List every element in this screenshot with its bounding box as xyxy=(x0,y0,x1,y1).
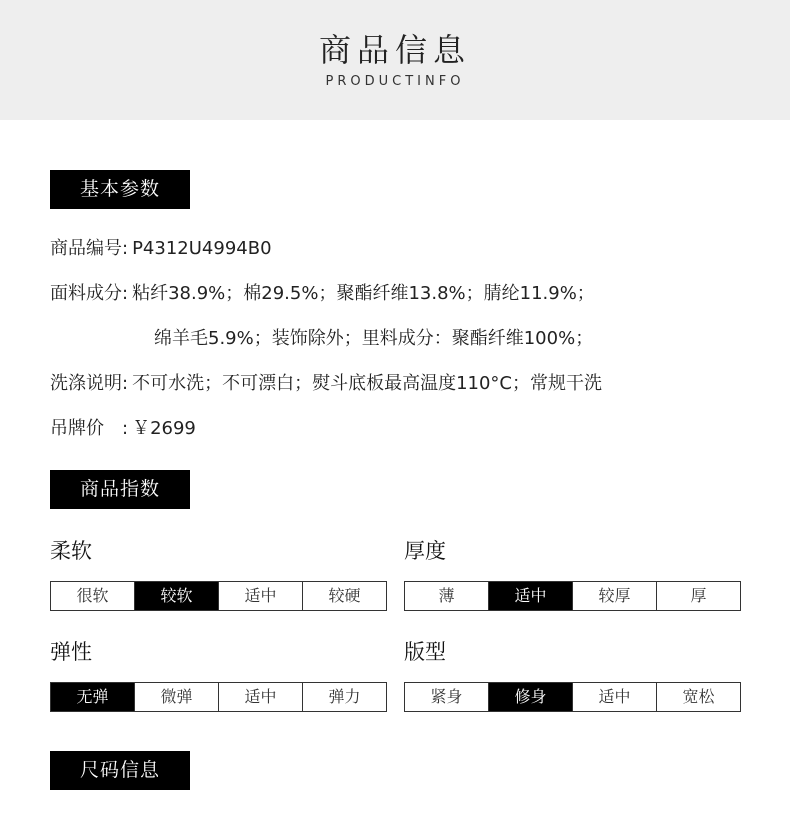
index-title-fit: 版型 xyxy=(404,640,446,664)
price-row xyxy=(50,417,196,441)
scale-softness xyxy=(50,581,387,611)
scale-option: 厚 xyxy=(690,586,707,605)
fabric-value-line1: 粘纤38.9%；棉29.5%；聚酯纤维13.8%；腈纶11.9%； xyxy=(132,283,595,304)
product-code-label: 商品编号: xyxy=(50,238,129,259)
page-header xyxy=(0,0,790,120)
scale-thickness xyxy=(404,581,741,611)
scale-fit xyxy=(404,682,741,712)
product-code-row xyxy=(50,237,272,261)
scale-option: 适中 xyxy=(573,683,657,711)
scale-option: 适中 xyxy=(219,582,303,610)
scale-option-selected: 较软 xyxy=(135,582,219,610)
scale-option: 薄 xyxy=(405,582,489,610)
section-basic-params: 基本参数 xyxy=(50,170,190,209)
price-label: 吊牌价 : xyxy=(50,418,129,439)
scale-option: 较硬 xyxy=(328,586,361,605)
index-title-thickness: 厚度 xyxy=(404,539,446,563)
scale-option: 宽松 xyxy=(682,687,715,706)
scale-option: 微弹 xyxy=(135,683,219,711)
scale-option: 很软 xyxy=(51,582,135,610)
scale-option: 较厚 xyxy=(573,582,657,610)
wash-row xyxy=(50,372,602,396)
section-product-index: 商品指数 xyxy=(50,470,190,509)
wash-value: 不可水洗；不可漂白；熨斗底板最高温度110°C；常规干洗 xyxy=(132,373,603,394)
fabric-value-line2: 绵羊毛5.9%；装饰除外；里料成分：聚酯纤维100%； xyxy=(154,328,594,349)
fabric-row xyxy=(50,282,595,306)
scale-option: 适中 xyxy=(219,683,303,711)
scale-option: 弹力 xyxy=(328,687,361,706)
scale-option: 紧身 xyxy=(405,683,489,711)
wash-label: 洗涤说明: xyxy=(50,373,129,394)
section-size-info: 尺码信息 xyxy=(50,751,190,790)
price-value: ￥2699 xyxy=(132,418,196,439)
fabric-label: 面料成分: xyxy=(50,283,129,304)
page-title: 商品信息 xyxy=(318,31,471,69)
scale-option-selected: 适中 xyxy=(489,582,573,610)
index-title-elasticity: 弹性 xyxy=(50,640,92,664)
scale-option-selected: 修身 xyxy=(489,683,573,711)
page-subtitle: PRODUCTINFO xyxy=(325,74,465,89)
product-code-value: P4312U4994B0 xyxy=(132,238,272,259)
scale-elasticity xyxy=(50,682,387,712)
scale-option-selected: 无弹 xyxy=(51,683,135,711)
index-title-softness: 柔软 xyxy=(50,539,92,563)
